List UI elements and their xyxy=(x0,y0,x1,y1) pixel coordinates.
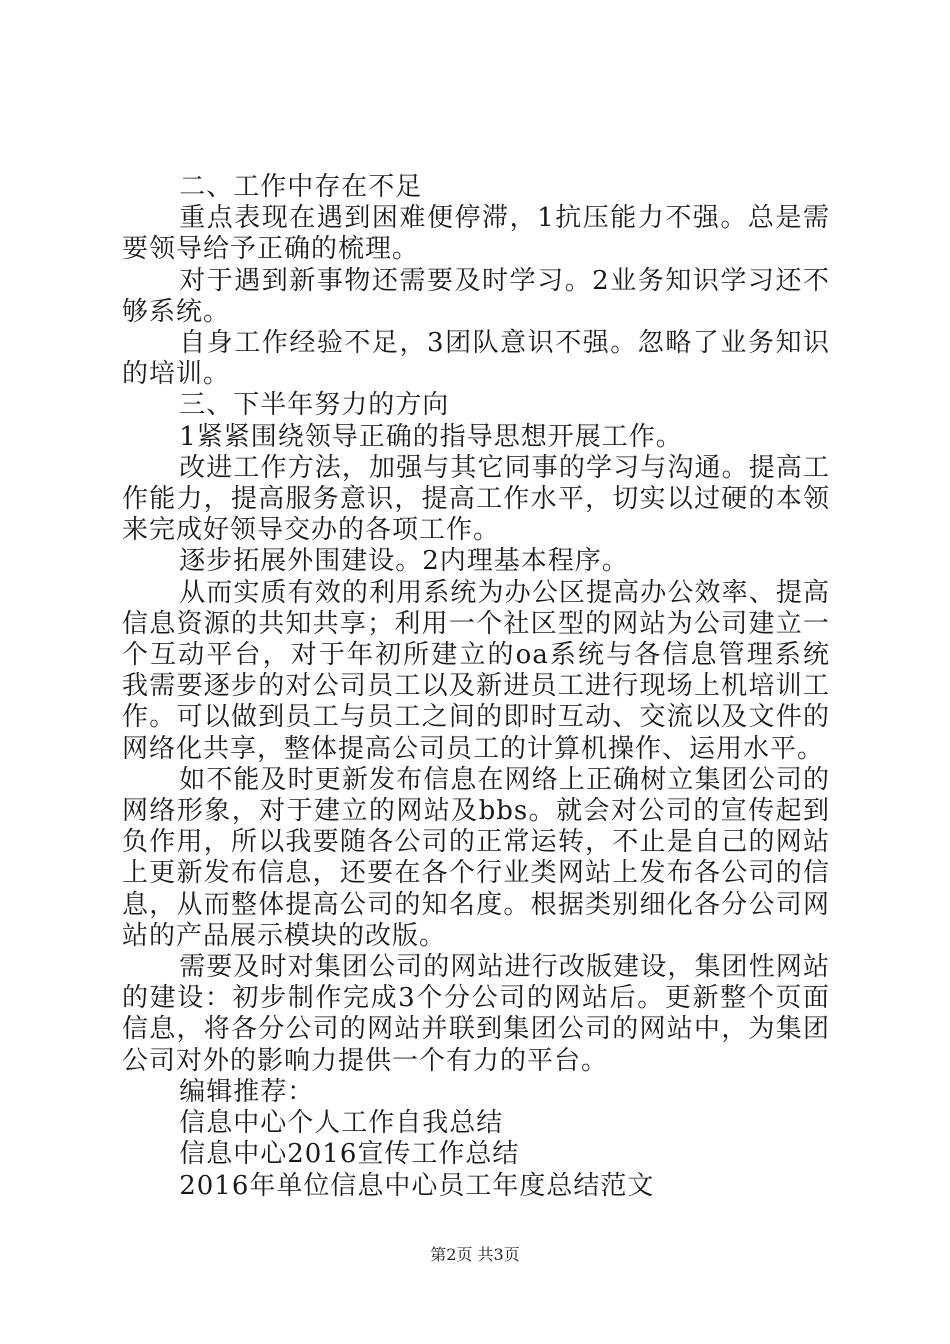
body-paragraph: 从而实质有效的利用系统为办公区提高办公效率、提高信息资源的共知共享；利用一个社区型的网站为公司建立一个互动平台，对于年初所建立的oa系统与各信息管理系统我需要逐步的对公司员工以及新进员工进行现场上机培训工作。可以做到员工与员工之间的即时互动、交流以及文件的网络化共享，整体提高公司员工的计算机操作、运用水平。 xyxy=(122,577,830,764)
section-heading-direction: 三、下半年努力的方向 xyxy=(179,390,450,421)
recommend-link[interactable]: 2016年单位信息中心员工年度总结范文 xyxy=(179,1170,655,1201)
document-body xyxy=(122,172,830,1202)
body-paragraph: 1紧紧围绕领导正确的指导思想开展工作。 xyxy=(179,421,683,452)
body-paragraph: 重点表现在遇到困难便停滞，1抗压能力不强。总是需要领导给予正确的梳理。 xyxy=(122,203,830,265)
body-paragraph: 自身工作经验不足，3团队意识不强。忽略了业务知识的培训。 xyxy=(122,328,830,390)
page-footer: 第2页 共3页 xyxy=(430,1245,520,1264)
recommend-link[interactable]: 信息中心2016宣传工作总结 xyxy=(179,1139,520,1170)
body-paragraph: 逐步拓展外围建设。2内理基本程序。 xyxy=(179,546,629,577)
body-paragraph: 需要及时对集团公司的网站进行改版建设，集团性网站的建设：初步制作完成3个分公司的网站后。更新整个页面信息，将各分公司的网站并联到集团公司的网站中，为集团公司对外的影响力提供一个有力的平台。 xyxy=(122,952,830,1076)
body-paragraph: 对于遇到新事物还需要及时学习。2业务知识学习还不够系统。 xyxy=(122,265,830,327)
recommend-label: 编辑推荐： xyxy=(179,1076,315,1107)
section-heading-shortcomings: 二、工作中存在不足 xyxy=(179,172,423,202)
body-paragraph: 改进工作方法，加强与其它同事的学习与沟通。提高工作能力，提高服务意识，提高工作水平，切实以过硬的本领来完成好领导交办的各项工作。 xyxy=(122,452,830,546)
recommend-link[interactable]: 信息中心个人工作自我总结 xyxy=(179,1108,504,1139)
body-paragraph: 如不能及时更新发布信息在网络上正确树立集团公司的网络形象，对于建立的网站及bbs。就会对公司的宣传起到负作用，所以我要随各公司的正常运转，不止是自己的网站上更新发布信息，还要在各个行业类网站上发布各公司的信息，从而整体提高公司的知名度。根据类别细化各分公司网站的产品展示模块的改版。 xyxy=(122,764,830,951)
